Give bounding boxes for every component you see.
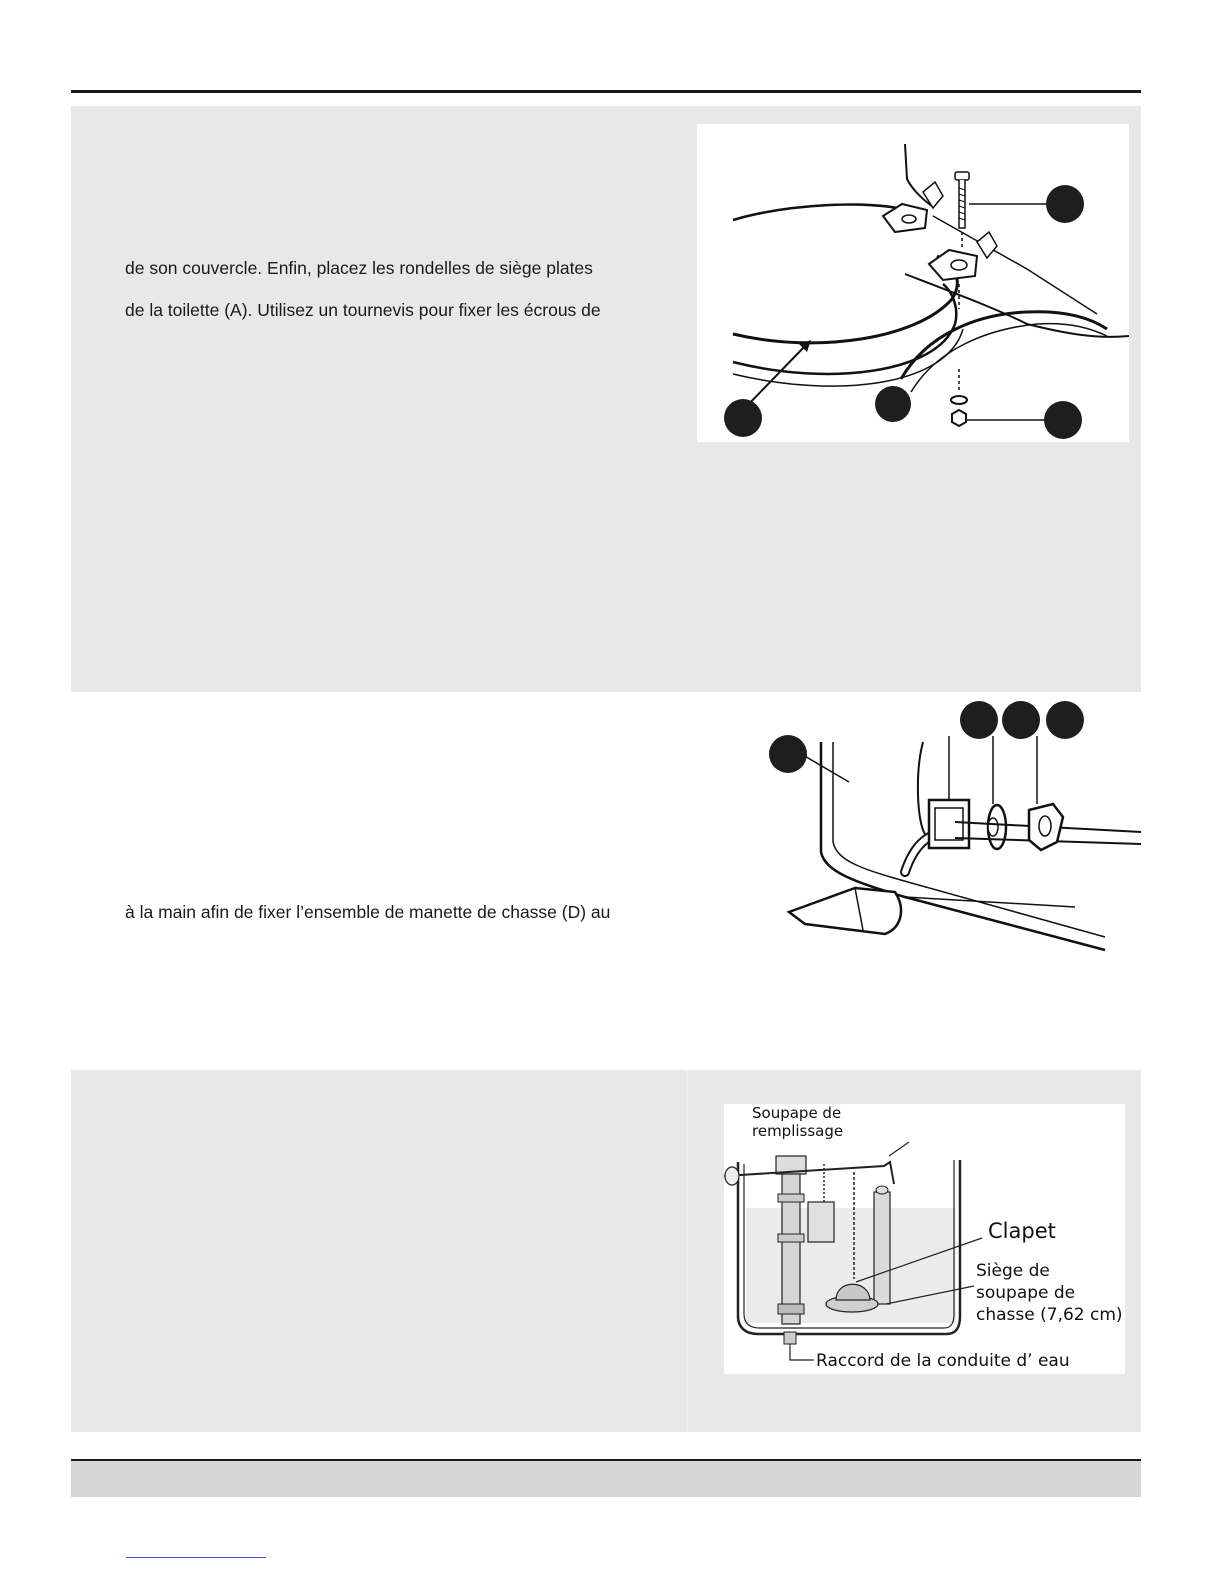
instruction-line-2: de la toilette (A). Utilisez un tournevis pour fixer les écrous de [125, 300, 601, 320]
header-rule [71, 90, 1141, 93]
step-seat-installation [71, 106, 1141, 692]
instruction-line-1: de son couvercle. Enfin, placez les rondelles de siège plates [125, 258, 593, 278]
tank-components-diagram [724, 1104, 1125, 1374]
footer-band [71, 1461, 1141, 1497]
step-tank-components [71, 1070, 1141, 1432]
label-water-supply: Raccord de la conduite d’ eau [816, 1351, 1070, 1371]
step-flush-handle [71, 692, 1141, 1070]
label-fill-valve-2: remplissage [752, 1122, 844, 1140]
label-flush-seat-1: Siège de [976, 1261, 1050, 1281]
instruction-line-3: à la main afin de fixer l’ensemble de manette de chasse (D) au [125, 902, 611, 922]
bottom-link-underline[interactable] [126, 1557, 266, 1558]
label-flapper: Clapet [988, 1219, 1056, 1243]
label-flush-seat-3: chasse (7,62 cm) [976, 1305, 1123, 1325]
seat-hinge-diagram [697, 124, 1129, 442]
label-flush-seat-2: soupape de [976, 1283, 1076, 1303]
flush-handle-diagram [745, 692, 1141, 962]
column-divider [686, 1070, 688, 1432]
label-fill-valve-1: Soupape de [752, 1104, 842, 1122]
